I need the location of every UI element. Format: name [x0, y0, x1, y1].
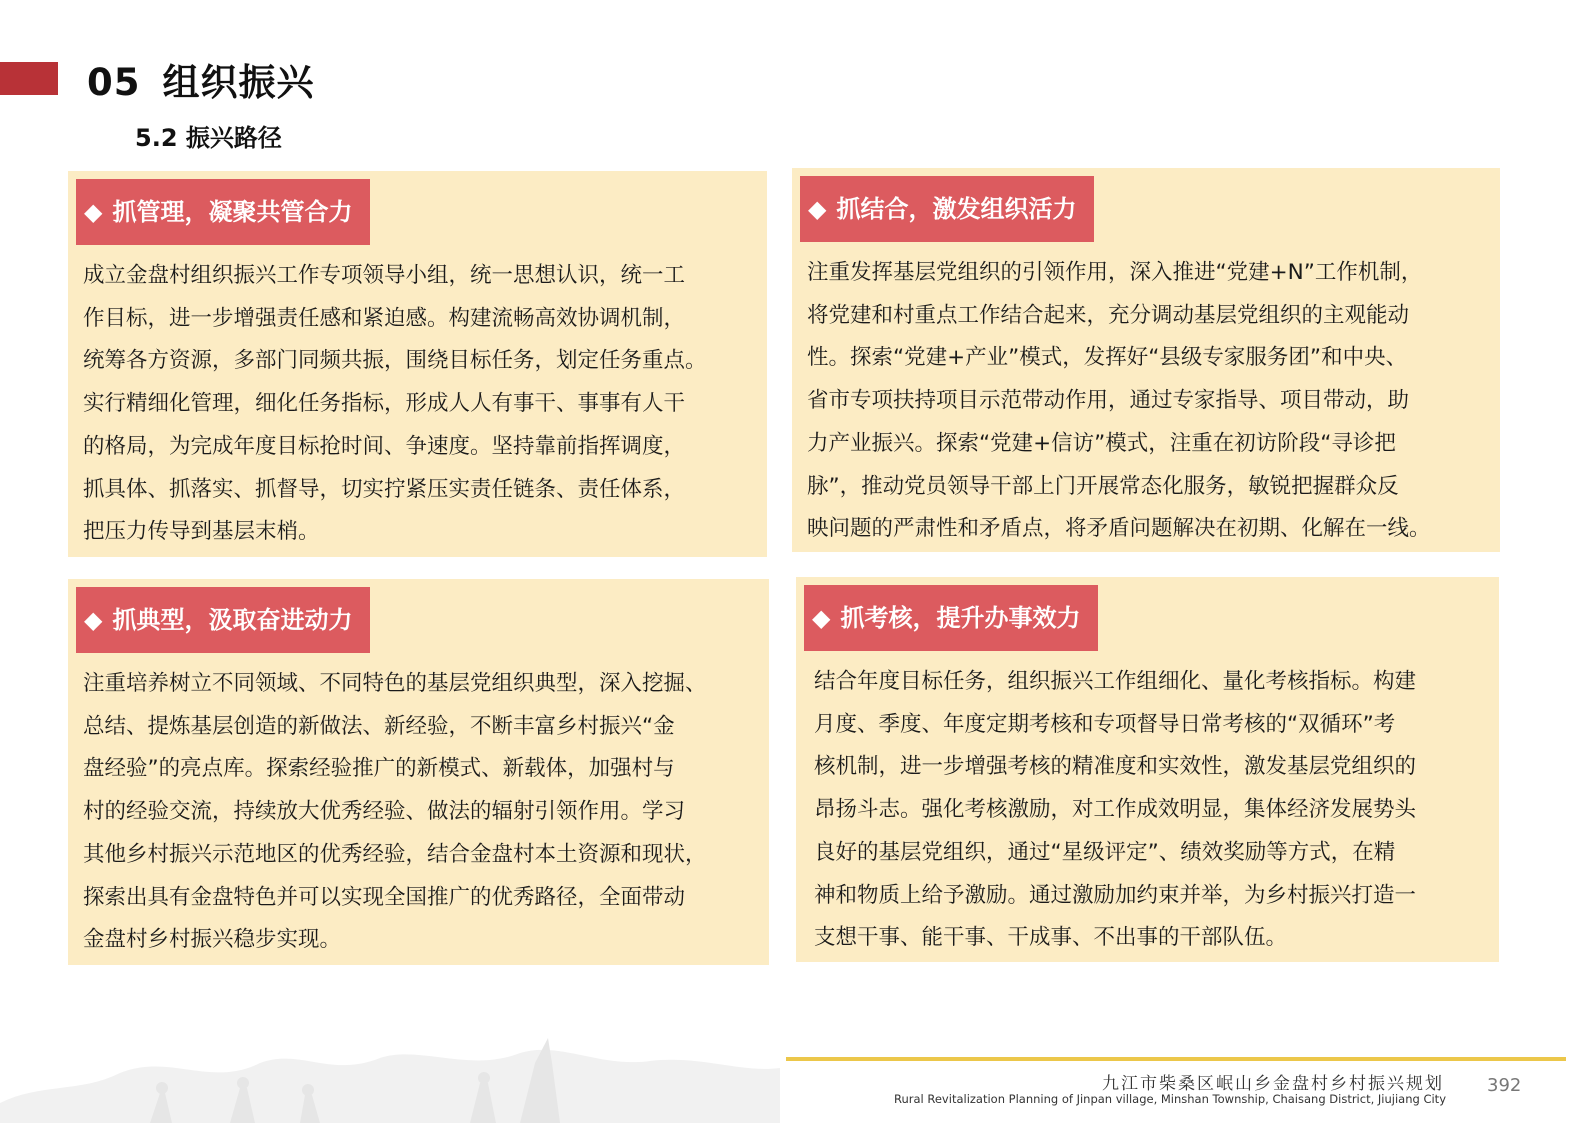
- card-models: [68, 579, 769, 965]
- body-line: 成立金盘村组织振兴工作专项领导小组，统一思想认识，统一工: [83, 263, 686, 288]
- body-line: 金盘村乡村振兴稳步实现。: [83, 927, 342, 953]
- decorative-silhouette-illustration: [0, 1033, 780, 1123]
- diamond-bullet-icon: ◆: [812, 604, 831, 632]
- body-line: 总结、提炼基层创造的新做法、新经验，不断丰富乡村振兴“金: [83, 713, 675, 739]
- section-title: 组织振兴: [162, 61, 315, 104]
- body-line: 映问题的严肃性和矛盾点，将矛盾问题解决在初期、化解在一线。: [807, 516, 1431, 542]
- card-heading-text: 抓结合，激发组织活力: [836, 195, 1077, 223]
- body-line: 月度、季度、年度定期考核和专项督导日常考核的“双循环”考: [814, 711, 1396, 737]
- body-line: 注重发挥基层党组织的引领作用，深入推进“党建+N”工作机制，: [807, 260, 1423, 285]
- body-line: 注重培养树立不同领域、不同特色的基层党组织典型，深入挖掘、: [83, 671, 707, 696]
- body-line: 盘经验”的亮点库。探索经验推广的新模式、新载体，加强村与: [83, 756, 675, 782]
- card-body: [83, 663, 763, 962]
- card-integration: [792, 168, 1500, 552]
- body-line: 抓具体、抓落实、抓督导，切实拧紧压实责任链条、责任体系，: [83, 476, 686, 502]
- footer-title-en: Rural Revitalization Planning of Jinpan village, Minshan Township, Chaisang District, Jiujiang City: [894, 1092, 1446, 1106]
- body-line: 村的经验交流，持续放大优秀经验、做法的辐射引领作用。学习: [83, 799, 686, 825]
- body-line: 探索出具有金盘特色并可以实现全国推广的优秀路径，全面带动: [83, 884, 686, 910]
- body-line: 把压力传导到基层末梢。: [83, 519, 320, 545]
- diamond-bullet-icon: ◆: [84, 198, 103, 226]
- body-line: 实行精细化管理，细化任务指标，形成人人有事干、事事有人干: [83, 391, 686, 417]
- body-line: 将党建和村重点工作结合起来，充分调动基层党组织的主观能动: [807, 302, 1410, 328]
- card-heading: [76, 179, 370, 245]
- card-heading: [800, 176, 1094, 242]
- card-heading: [804, 585, 1098, 651]
- body-line: 统筹各方资源，多部门同频共振，围绕目标任务，划定任务重点。: [83, 348, 707, 374]
- body-line: 结合年度目标任务，组织振兴工作组细化、量化考核指标。构建: [814, 669, 1417, 694]
- body-line: 省市专项扶持项目示范带动作用，通过专家指导、项目带动，助: [807, 388, 1410, 414]
- page-subtitle: 5.2 振兴路径: [135, 124, 282, 152]
- diamond-bullet-icon: ◆: [84, 606, 103, 634]
- card-heading: [76, 587, 370, 653]
- body-line: 其他乡村振兴示范地区的优秀经验，结合金盘村本土资源和现状，: [83, 841, 707, 867]
- card-heading-text: 抓管理，凝聚共管合力: [112, 198, 353, 226]
- card-body: [814, 661, 1493, 960]
- card-body: [807, 252, 1494, 551]
- body-line: 良好的基层党组织，通过“星级评定”、绩效奖励等方式，在精: [814, 839, 1396, 865]
- card-body: [83, 255, 761, 554]
- body-line: 的格局，为完成年度目标抢时间、争速度。坚持靠前指挥调度，: [83, 433, 686, 459]
- footer-divider: [786, 1057, 1566, 1061]
- card-heading-text: 抓考核，提升办事效力: [840, 604, 1081, 632]
- card-heading-text: 抓典型，汲取奋进动力: [112, 606, 353, 634]
- body-line: 神和物质上给予激励。通过激励加约束并举，为乡村振兴打造一: [814, 882, 1417, 908]
- page-number: 392: [1487, 1075, 1522, 1096]
- card-management: [68, 171, 767, 557]
- body-line: 性。探索“党建+产业”模式，发挥好“县级专家服务团”和中央、: [807, 345, 1408, 371]
- card-assessment: [796, 577, 1499, 962]
- body-line: 支想干事、能干事、干成事、不出事的干部队伍。: [814, 925, 1288, 951]
- body-line: 昂扬斗志。强化考核激励，对工作成效明显，集体经济发展势头: [814, 797, 1417, 823]
- body-line: 脉”，推动党员领导干部上门开展常态化服务，敏锐把握群众反: [807, 473, 1399, 499]
- body-line: 力产业振兴。探索“党建+信访”模式，注重在初访阶段“寻诊把: [807, 430, 1396, 456]
- body-line: 作目标，进一步增强责任感和紧迫感。构建流畅高效协调机制，: [83, 305, 686, 331]
- section-accent-bar: [0, 62, 58, 95]
- section-number: 05: [87, 61, 141, 104]
- footer-title-cn: 九江市柴桑区岷山乡金盘村乡村振兴规划: [1102, 1074, 1444, 1094]
- page-title: [87, 52, 315, 106]
- body-line: 核机制，进一步增强考核的精准度和实效性，激发基层党组织的: [814, 754, 1417, 780]
- diamond-bullet-icon: ◆: [808, 195, 827, 223]
